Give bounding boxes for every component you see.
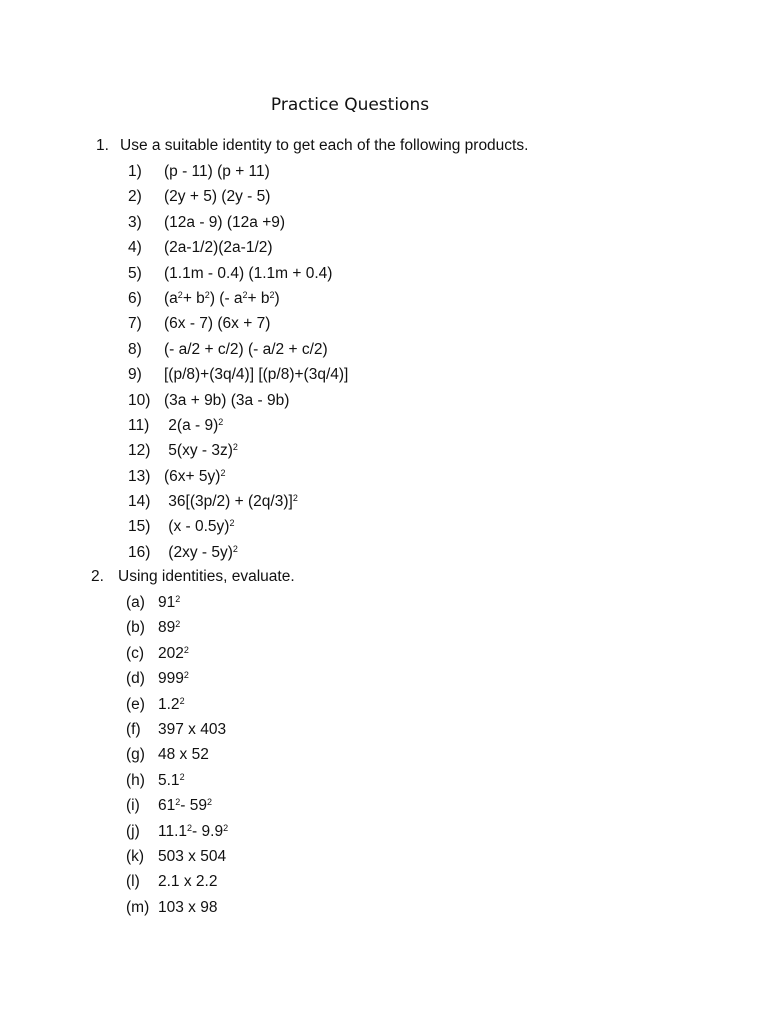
question-1-item-label: 3) [128,213,142,231]
question-1-item [128,184,348,209]
question-2-item-expression: 103 x 98 [158,898,218,916]
question-1-item [128,261,348,286]
question-2-item-label: (f) [126,720,141,738]
question-2-item-expression: 503 x 504 [158,847,227,865]
question-1-item-expression: (2xy - 5y)$^2$ [164,543,238,561]
question-2-item-expression: $61^2-$ $59^2$ [158,797,212,815]
question-1-item [128,388,348,413]
question-2-item [126,793,228,818]
question-1-item [128,489,348,514]
question-2-item [126,717,228,742]
question-1-item-expression: (2a-1/2)(2a-1/2) [164,239,273,257]
question-2-item-label: (l) [126,873,140,891]
question-1-item-expression: $(a^2+ b^2)$ (- $a^2+ b^2$) [164,289,280,307]
question-2-item [126,869,228,894]
question-2-item-expression: 397 x 403 [158,720,227,738]
question-1-item-expression: (- a/2 + c/2) (- a/2 + c/2) [164,340,328,358]
question-1-item [128,413,348,438]
page-title: Practice Questions [270,95,430,115]
question-2-item [126,615,228,640]
question-2-item-expression: $91^2$ [158,594,181,611]
question-2-item-label: (b) [126,619,145,637]
question-1-item-label: 16) [128,543,151,561]
question-1-item-expression: (x - 0.5y)$^2$ [164,518,235,536]
question-1-item-label: 2) [128,188,142,206]
question-2-item-label: (d) [126,670,145,688]
question-1-item-expression: [(p/8)+(3q/4)] [(p/8)+(3q/4)] [164,366,349,384]
question-1-item [128,286,348,311]
question-2-item [126,768,228,793]
question-2-item-label: (c) [126,644,145,662]
question-2-item [126,590,228,615]
question-1-text: Use a suitable identity to get each of the following products. [120,137,529,154]
question-2-item-label: (k) [126,847,145,865]
question-1-item-expression: (6x - 7) (6x + 7) [164,315,271,333]
question-2-item-label: (h) [126,771,145,789]
question-2-item-expression: 48 x 52 [158,746,209,764]
question-1-item-expression: 5(xy - 3z)$^2$ [164,442,238,460]
question-2-item [126,742,228,767]
question-2-item-expression: 11.1$^2$- $9.9^2$ [158,822,229,840]
question-1-item-expression: (3a + 9b) (3a - 9b) [164,391,290,409]
question-1-item-label: 15) [128,518,151,536]
question-2-item-expression: 2.1 x 2.2 [158,873,218,891]
question-1-item-label: 5) [128,264,142,282]
question-1-item-label: 11) [128,416,150,434]
question-1-item-label: 4) [128,239,142,257]
question-2-item-label: (i) [126,797,140,815]
question-2-items [126,590,228,920]
question-2-text: Using identities, evaluate. [118,568,295,585]
question-1-item [128,464,348,489]
question-1-item [128,438,348,463]
question-2-item [126,819,228,844]
question-2-item-label: (a) [126,594,145,611]
question-2-item [126,641,228,666]
question-1-item-expression: $36[(3p/2) + (2q/3)]^2$ [164,493,298,511]
question-1-item-label: 10) [128,391,151,409]
question-1-item-label: 6) [128,289,142,307]
question-1-item-label: 7) [128,315,142,333]
question-2-item-expression: $999^2$ [158,670,189,688]
question-1-item-label: 12) [128,442,151,460]
question-1-item-expression: (1.1m - 0.4) (1.1m + 0.4) [164,264,333,282]
question-1-item-label: 1) [128,163,142,180]
question-2-item-label: (g) [126,746,145,764]
question-1-item-expression: 2(a - 9)$^2$ [164,416,224,434]
question-2 [91,568,295,586]
question-1-item [128,362,348,387]
question-2-item [126,844,228,869]
question-1 [96,137,528,155]
question-2-item-label: (m) [126,898,150,916]
question-1-item-expression: (2y + 5) (2y - 5) [164,188,271,206]
question-2-number: 2. [91,568,104,585]
question-1-item [128,514,348,539]
question-1-item [128,159,348,184]
question-1-item-label: 14) [128,493,151,511]
question-1-item [128,311,348,336]
question-1-item-expression: (12a - 9) (12a +9) [164,213,286,231]
question-2-item [126,692,228,717]
question-1-item-expression: (p - 11) (p + 11) [164,163,270,180]
question-1-item [128,235,348,260]
question-1-item [128,210,348,235]
question-2-item [126,895,228,920]
question-1-item-label: 13) [128,467,151,485]
question-2-item-expression: $5.1^2$ [158,771,185,789]
question-1-items [128,159,348,565]
question-1-item [128,540,348,565]
question-2-item-expression: $202^2$ [158,644,189,662]
question-1-item [128,337,348,362]
question-2-item-expression: $89^2$ [158,619,181,637]
question-1-item-label: 9) [128,366,142,384]
question-2-item-expression: $1.2^2$ [158,695,185,713]
question-1-item-expression: $(6x+ 5y)^2$ [164,467,226,485]
question-1-number: 1. [96,137,109,154]
question-2-item-label: (j) [126,822,140,840]
question-2-item [126,666,228,691]
question-2-item-label: (e) [126,695,145,713]
question-1-item-label: 8) [128,340,142,358]
